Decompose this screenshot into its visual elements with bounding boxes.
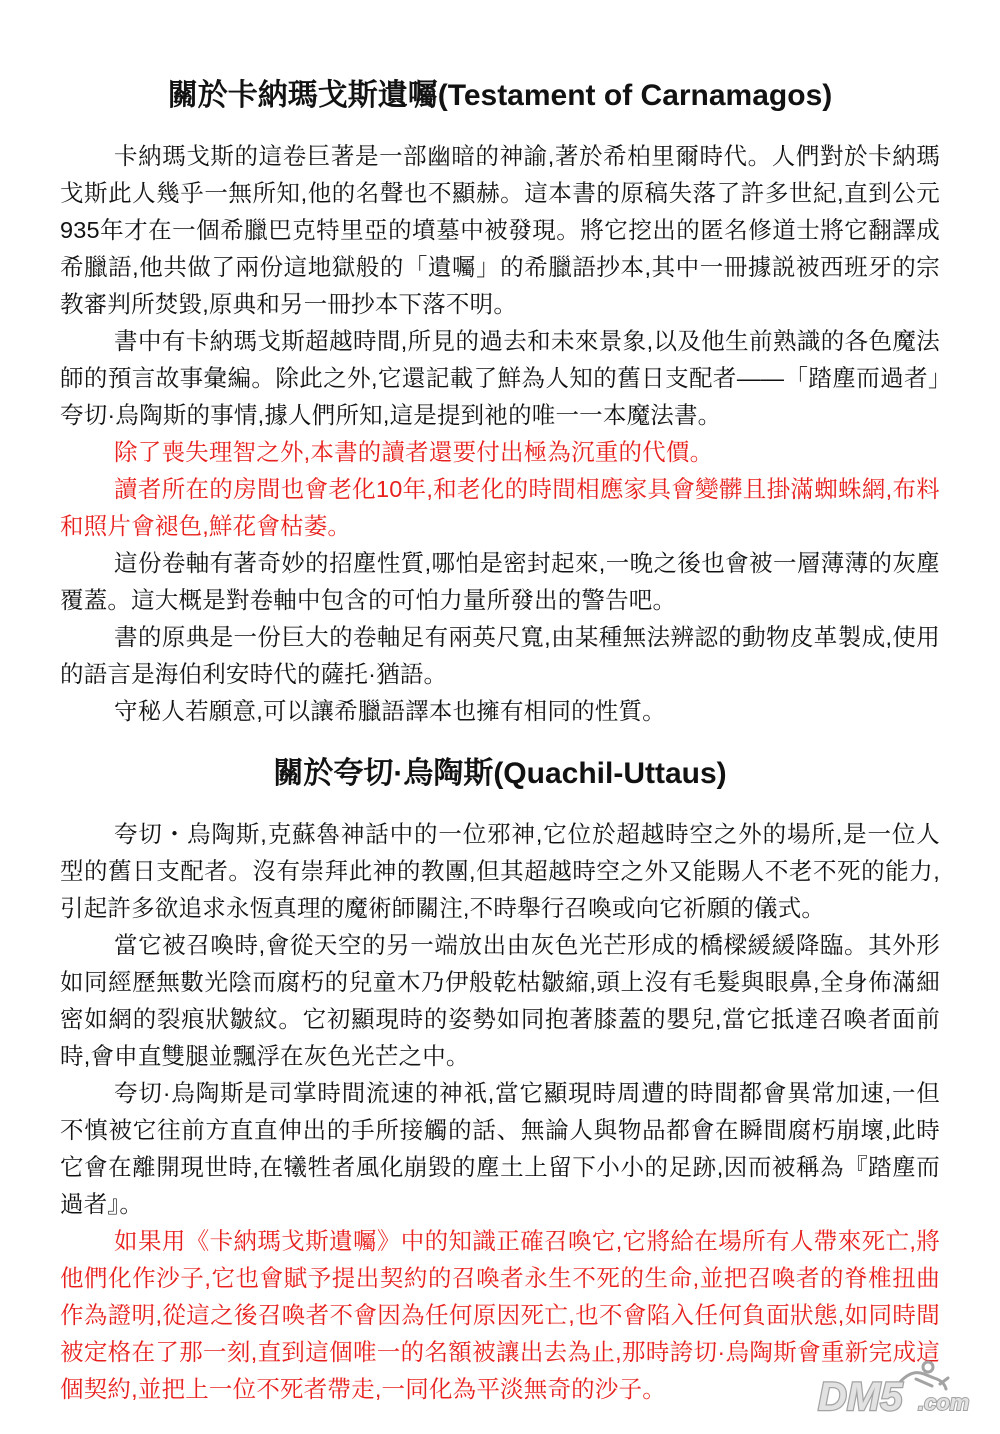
section-quachil-uttaus — [60, 756, 940, 1408]
section-title: 關於夸切·烏陶斯(Quachil-Uttaus) — [273, 757, 727, 790]
dm5-logo-suffix: .com — [918, 1390, 970, 1415]
paragraph-warning: 除了喪失理智之外,本書的讀者還要付出極為沉重的代價。 — [114, 439, 714, 465]
paragraph: 夸切・烏陶斯,克蘇魯神話中的一位邪神,它位於超越時空之外的場所,是一位人型的舊日支配者。沒有崇拜此神的教團,但其超越時空之外又能賜人不老不死的能力,引起許多欲追求永恆真理的魔術師關注,不時舉行召喚或向它祈願的儀式。 — [60, 821, 940, 921]
paragraph: 卡納瑪戈斯的這卷巨著是一部幽暗的神諭,著於希柏里爾時代。人們對於卡納瑪戈斯此人幾乎一無所知,他的名聲也不顯赫。這本書的原稿失落了許多世紀,直到公元935年才在一個希臘巴克特里亞的墳墓中被發現。將它挖出的匿名修道士將它翻譯成希臘語,他共做了兩份這地獄般的「遺囑」的希臘語抄本,其中一冊據説被西班牙的宗教審判所焚毀,原典和另一冊抄本下落不明。 — [60, 143, 940, 317]
section-title: 關於卡納瑪戈斯遺囑(Testament of Carnamagos) — [167, 79, 833, 112]
section-carnamagos — [60, 78, 940, 730]
paragraph: 書中有卡納瑪戈斯超越時間,所見的過去和未來景象,以及他生前熟識的各色魔法師的預言故事彙編。除此之外,它還記載了鮮為人知的舊日支配者——「踏塵而過者」夸切·烏陶斯的事情,據人們所知,這是提到祂的唯一一本魔法書。 — [60, 328, 940, 428]
paragraph-warning: 如果用《卡納瑪戈斯遺囑》中的知識正確召喚它,它將給在場所有人帶來死亡,將他們化作沙子,它也會賦予提出契約的召喚者永生不死的生命,並把召喚者的脊椎扭曲作為證明,從這之後召喚者不會因為任何原因死亡,也不會陷入任何負面狀態,如同時間被定格在了那一刻,直到這個唯一的名額被讓出去為止,那時誇切·烏陶斯會重新完成這個契約,並把上一位不死者帶走,一同化為平淡無奇的沙子。 — [60, 1228, 940, 1402]
dm5-logo — [816, 1358, 992, 1422]
dm5-logo-text: DM5 — [818, 1375, 903, 1419]
paragraph: 這份卷軸有著奇妙的招塵性質,哪怕是密封起來,一晚之後也會被一層薄薄的灰塵覆蓋。這大概是對卷軸中包含的可怕力量所發出的警告吧。 — [60, 550, 940, 613]
paragraph: 守秘人若願意,可以讓希臘語譯本也擁有相同的性質。 — [114, 698, 666, 724]
rider-mascot-icon — [900, 1362, 948, 1389]
paragraph: 當它被召喚時,會從天空的另一端放出由灰色光芒形成的橋樑緩緩降臨。其外形如同經歷無數光陰而腐朽的兒童木乃伊般乾枯皺縮,頭上沒有毛髮與眼鼻,全身佈滿細密如網的裂痕狀皺紋。它初顯現時的姿勢如同抱著膝蓋的嬰兒,當它抵達召喚者面前時,會申直雙腿並飄浮在灰色光芒之中。 — [60, 932, 940, 1069]
paragraph: 夸切·烏陶斯是司掌時間流速的神祇,當它顯現時周遭的時間都會異常加速,一但不慎被它往前方直直伸出的手所接觸的話、無論人與物品都會在瞬間腐朽崩壞,此時它會在離開現世時,在犧牲者風化崩毀的塵土上留下小小的足跡,因而被稱為『踏塵而過者』。 — [60, 1080, 940, 1217]
dm5-watermark — [816, 1358, 992, 1422]
paragraph-warning: 讀者所在的房間也會老化10年,和老化的時間相應家具會變髒且掛滿蜘蛛網,布料和照片會褪色,鮮花會枯萎。 — [60, 476, 940, 539]
paragraph: 書的原典是一份巨大的卷軸足有兩英尺寬,由某種無法辨認的動物皮革製成,使用的語言是海伯利安時代的薩托·猶語。 — [60, 624, 940, 687]
